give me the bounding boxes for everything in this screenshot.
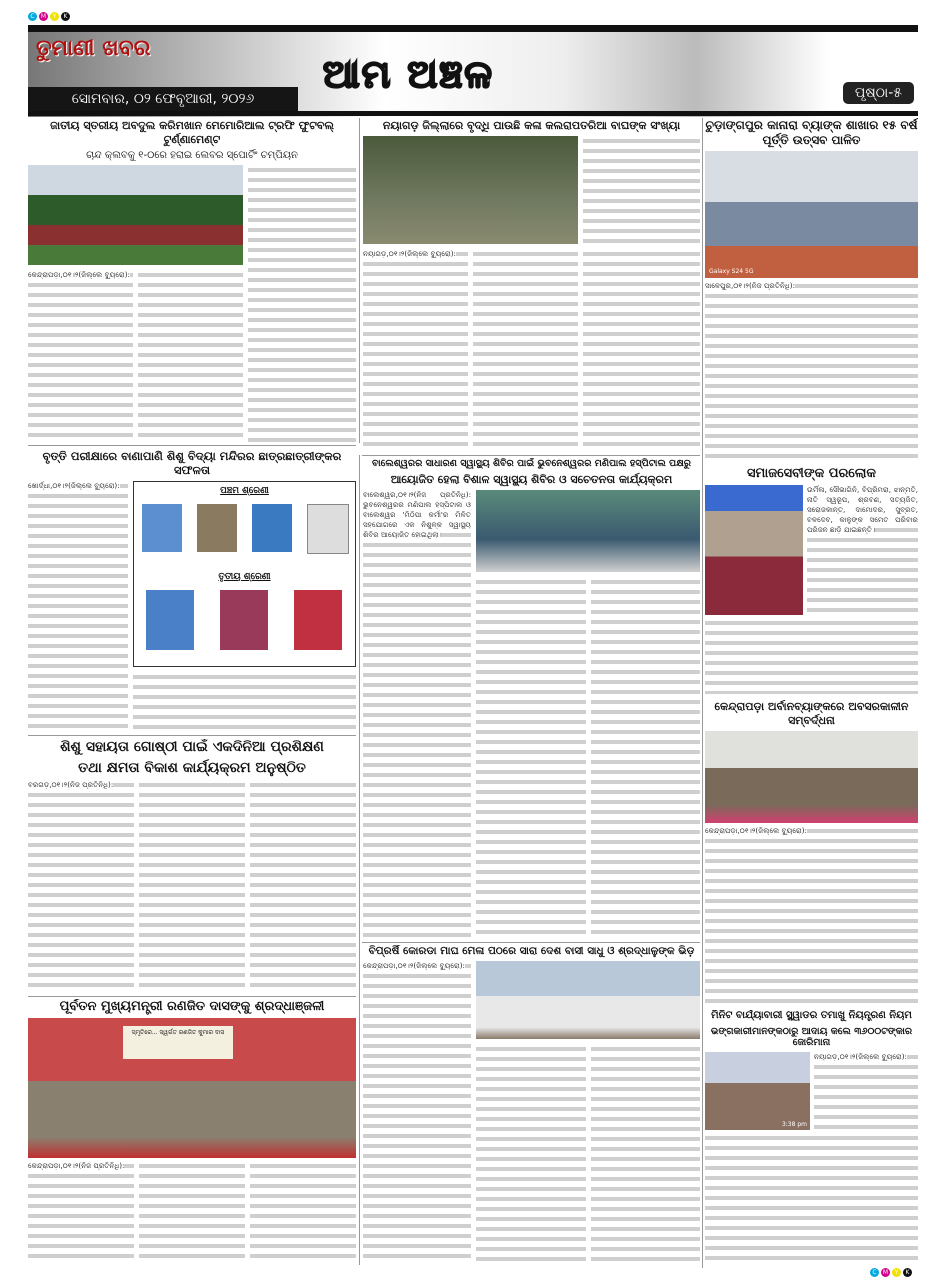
tribute-body-col1: କେନ୍ଦ୍ରାପଡ଼ା,୦୧।୨(ନିଜ ପ୍ରତିନିଧି):	[28, 1161, 134, 1264]
tribute-article	[28, 999, 356, 1264]
maghamela-body-col1: କେନ୍ଦ୍ରାପଡ଼ା,୦୧।୨(ଜିଲ୍ଲେ ବ୍ୟୁରୋ):	[363, 961, 471, 1263]
canara-headline: ଚୁଡ଼ାଙ୍ଗପୁର କାନାରା ବ୍ୟାଙ୍କ ଶାଖାର ୧୫ ବର୍ଷ ପୂର୍ତ୍ତି ଉତ୍ସବ ପାଳିତ	[705, 118, 918, 147]
healthcamp-body-col2	[476, 577, 586, 940]
tobacco-body-top	[814, 1052, 918, 1130]
obituary-portrait	[705, 485, 803, 615]
banapani-article	[28, 449, 356, 732]
cyan-mark: C	[28, 12, 37, 21]
student-photo	[142, 504, 182, 552]
cyan-mark: C	[870, 1268, 879, 1277]
leopard-body-col3-top	[583, 136, 700, 244]
student-photo	[146, 590, 194, 650]
photo-watermark: Galaxy S24 5G	[709, 268, 754, 275]
leopard-article	[363, 119, 700, 449]
healthcamp-kicker: ବାଲେଶ୍ୱରର ସାଧାରଣ ସ୍ୱାସ୍ଥ୍ୟ ଶିବିର ପାଇଁ ଭୁବନେଶ୍ୱରର ମଣିପାଲ ହସ୍ପିଟାଲ ପକ୍ଷରୁ	[371, 458, 692, 469]
maghamela-body-col2	[476, 1044, 586, 1263]
obituary-article	[705, 466, 918, 694]
grade5-label: ପଞ୍ଚମ ଶ୍ରେଣୀ	[220, 485, 269, 496]
urbanbank-headline: କେନ୍ଦ୍ରାପଡ଼ା ଅର୍ବାନବ୍ୟାଙ୍କରେ ଅବସରକାଳୀନ ସମ୍ବର୍ଦ୍ଧନା	[714, 700, 909, 727]
divider	[28, 996, 356, 997]
student-photo-box	[133, 481, 356, 667]
tribute-headline: ପୂର୍ବତନ ମୁଖ୍ୟମନ୍ତ୍ରୀ ରଣଜିତ ଦାସଙ୍କୁ ଶ୍ରଦ୍ଧାଞ୍ଜଳୀ	[59, 999, 325, 1014]
tobacco-headline: ମିନିଟ ବାର୍ଯ୍ୟାବାରୀ ସ୍କ୍ୱାଡର ତମାଖୁ ନିୟନ୍ତ୍ରଣ ନିୟମ	[711, 1010, 912, 1021]
canara-body: ସାଳେପୁର,୦୧।୨(ନିଜ ପ୍ରତିନିଧି):	[705, 281, 918, 458]
divider	[28, 445, 356, 446]
student-photo	[294, 590, 342, 650]
childhelp-headline: ଶିଶୁ ସହାୟତା ଗୋଷ୍ଠୀ ପାଇଁ ଏକଦିନିଆ ପ୍ରଶିକ୍ଷଣ	[60, 739, 324, 755]
urbanbank-body: କେନ୍ଦ୍ରାପଡ଼ା,୦୧।୨(ଜିଲ୍ଲେ ବ୍ୟୁରୋ):	[705, 826, 918, 1006]
tobacco-dateline: ନୟାଗଡ଼,୦୧।୨(ଜିଲ୍ଲେ ବ୍ୟୁରୋ):	[814, 1052, 907, 1062]
football-headline: ଜାତୀୟ ସ୍ତରୀୟ ଅବଦୁଲ କରିମଖାନ ମେମୋରିଆଲ ଟ୍ରଫି ଫୁଟବଲ୍ ଟୁର୍ଣ୍ଣାମେଣ୍ଟ	[50, 119, 334, 146]
registration-marks-top	[28, 12, 70, 21]
leopard-headline: ନୟାଗଡ଼ ଜିଲ୍ଲାରେ ବୃଦ୍ଧି ପାଉଛି କଳା କଲରାପତରିଆ ବାଘଙ୍କ ସଂଖ୍ୟା	[382, 119, 681, 132]
grade3-label: ତୃତୀୟ ଶ୍ରେଣୀ	[218, 571, 271, 582]
football-body-col3	[248, 165, 356, 443]
tobacco-squad-photo	[705, 1052, 810, 1130]
student-photo	[252, 504, 292, 552]
childhelp-body-col1: ବରଗଡ଼,୦୧।୨(ନିଜ ପ୍ରତିନିଧି):	[28, 780, 134, 993]
football-team-photo	[28, 165, 243, 265]
banapani-body-cont	[133, 672, 356, 732]
magenta-mark: M	[882, 1269, 889, 1276]
maghamela-headline: ବିପ୍ରର୍ଷି କୋରଡା ମାଘ ମେଳା ପଠରେ ସାରା ଦେଶ ବାସୀ ସାଧୁ ଓ ଶ୍ରଦ୍ଧାଳୁଙ୍କ ଭିଡ଼	[368, 945, 695, 957]
canara-article	[705, 118, 918, 458]
football-subhead: ଚାନ୍ଦ କ୍ଲବକୁ ୧-୦ରେ ହରାଇ ଲେବର ସ୍ପୋର୍ଟିଂ ଚମ୍ପିୟନ	[86, 149, 298, 161]
tribute-photo	[28, 1018, 356, 1158]
banapani-headline: ବୃତ୍ତି ପରୀକ୍ଷାରେ ବାଣାପାଣି ଶିଶୁ ବିଦ୍ୟା ମନ୍ଦିରର ଛାତ୍ରଛାତ୍ରୀଙ୍କର ସଫଳତା	[42, 449, 342, 478]
issue-date: ସୋମବାର, ୦୨ ଫେବୃଆରୀ, ୨୦୨୬	[28, 87, 298, 111]
masthead-rule	[28, 111, 918, 116]
student-photo	[307, 504, 349, 554]
childhelp-article	[28, 739, 356, 993]
yellow-mark: Y	[892, 1268, 901, 1277]
section-title: ଆମ ଅଞ୍ଚଳ	[323, 52, 494, 96]
obituary-body: ଉର୍ମିଳା, ସୌଭାଗିନି, ବିପ୍ରିମରା, ଝାନ୍ମତି, ନାତି ସ୍ୱରୂପ, ଶ୍ରବଣ, ସତ୍ୟଜିତ, ସରୋଜକାନ୍ତ, ଦାମୋଦର, ସୁବ୍ରତ, ବଳଦେବ, କାଳୁଙ୍କ ସମେତ ପରିବାର ପରିଜନ ଛାଡ଼ି ଯାଇଛନ୍ତି।	[807, 485, 918, 615]
page-number-badge: ପୃଷ୍ଠା-୫	[843, 82, 914, 104]
obituary-headline: ସମାଜସେବୀଙ୍କ ପରଲୋକ	[747, 466, 876, 481]
brand-logo: ତୁମାଣୀ ଖବର	[36, 36, 151, 61]
black-mark: K	[903, 1268, 912, 1277]
leopard-body-col2	[473, 249, 578, 449]
leopard-photo	[363, 136, 578, 244]
football-article	[28, 119, 356, 443]
temple-photo	[476, 961, 700, 1039]
black-mark: K	[61, 12, 70, 21]
tribute-body-col2	[139, 1161, 245, 1264]
healthcamp-photo	[476, 490, 700, 572]
maghamela-body-col3	[591, 1044, 701, 1263]
football-body-col1: କେନ୍ଦ୍ରାପଡ଼ା,୦୧।୨(ଜିଲ୍ଲେ ବ୍ୟୁରୋ):	[28, 270, 133, 443]
leopard-body-col3	[583, 249, 700, 449]
obituary-body-cont	[705, 618, 918, 694]
banapani-body: ଖୋର୍ଦ୍ଧା,୦୧।୨(ଜିଲ୍ଲେ ବ୍ୟୁରୋ):	[28, 481, 128, 732]
student-photo	[220, 590, 268, 650]
memorial-banner: ସ୍ମୃତିରେ... ସ୍ୱର୍ଗତ ରଣଜିତ କୁମାର ଦାସ	[123, 1026, 233, 1059]
childhelp-subhead: ତଥା କ୍ଷମତା ବିକାଶ କାର୍ଯ୍ୟକ୍ରମ ଅନୁଷ୍ଠିତ	[78, 759, 306, 776]
masthead	[28, 25, 918, 117]
tobacco-body	[705, 1133, 918, 1264]
divider	[702, 118, 703, 1268]
divider	[362, 455, 700, 456]
tobacco-subhead: ଭଙ୍ଗକାରୀମାନଙ୍କଠାରୁ ଆଦାୟ କଲେ ୩୬୦୦ଟଙ୍କାର ଜୋରିମାନା	[710, 1025, 913, 1049]
healthcamp-body-col3	[591, 577, 701, 940]
magenta-mark: M	[40, 13, 47, 20]
tobacco-article	[705, 1010, 918, 1264]
divider	[28, 735, 356, 736]
tribute-body-col3	[250, 1161, 356, 1264]
canara-event-photo	[705, 151, 918, 278]
divider	[359, 455, 360, 1265]
urbanbank-photo	[705, 731, 918, 823]
childhelp-body-col3	[250, 780, 356, 993]
photo-timestamp: 3:38 pm	[781, 1121, 807, 1129]
yellow-mark: Y	[50, 12, 59, 21]
leopard-body-col1: ନୟାଗଡ଼,୦୧।୨(ଜିଲ୍ଲେ ବ୍ୟୁରୋ):	[363, 249, 468, 449]
football-body-col2	[138, 270, 243, 443]
healthcamp-body-col1: ବାଲେଶ୍ୱର,୦୧।୨(ନିଜ ପ୍ରତିନିଧି): ଭୁବନେଶ୍ୱରର ମଣିପାଲ ହସ୍ପିଟାଲ ଓ ବାଲେଶ୍ୱର 'ମିଠିପା କର୍ମୀ'ର ମିଳିତ ସହଯୋଗରେ ଏକ ନିଶୁଳ୍କ ସ୍ୱାସ୍ଥ୍ୟ ଶିବିର ଆୟୋଜିତ ହୋଇଥିଲା।	[363, 490, 471, 940]
registration-marks-bottom	[870, 1268, 912, 1277]
maghamela-article	[363, 945, 700, 1263]
divider	[359, 118, 360, 443]
divider	[362, 942, 700, 943]
healthcamp-headline: ଆୟୋଜିତ ହେଲା ବିଶାଳ ସ୍ୱାସ୍ଥ୍ୟ ଶିବିର ଓ ସଚେତନତା କାର୍ଯ୍ୟକ୍ରମ	[390, 472, 673, 486]
healthcamp-article	[363, 458, 700, 940]
student-photo	[197, 504, 237, 552]
childhelp-body-col2	[139, 780, 245, 993]
urbanbank-article	[705, 700, 918, 1005]
